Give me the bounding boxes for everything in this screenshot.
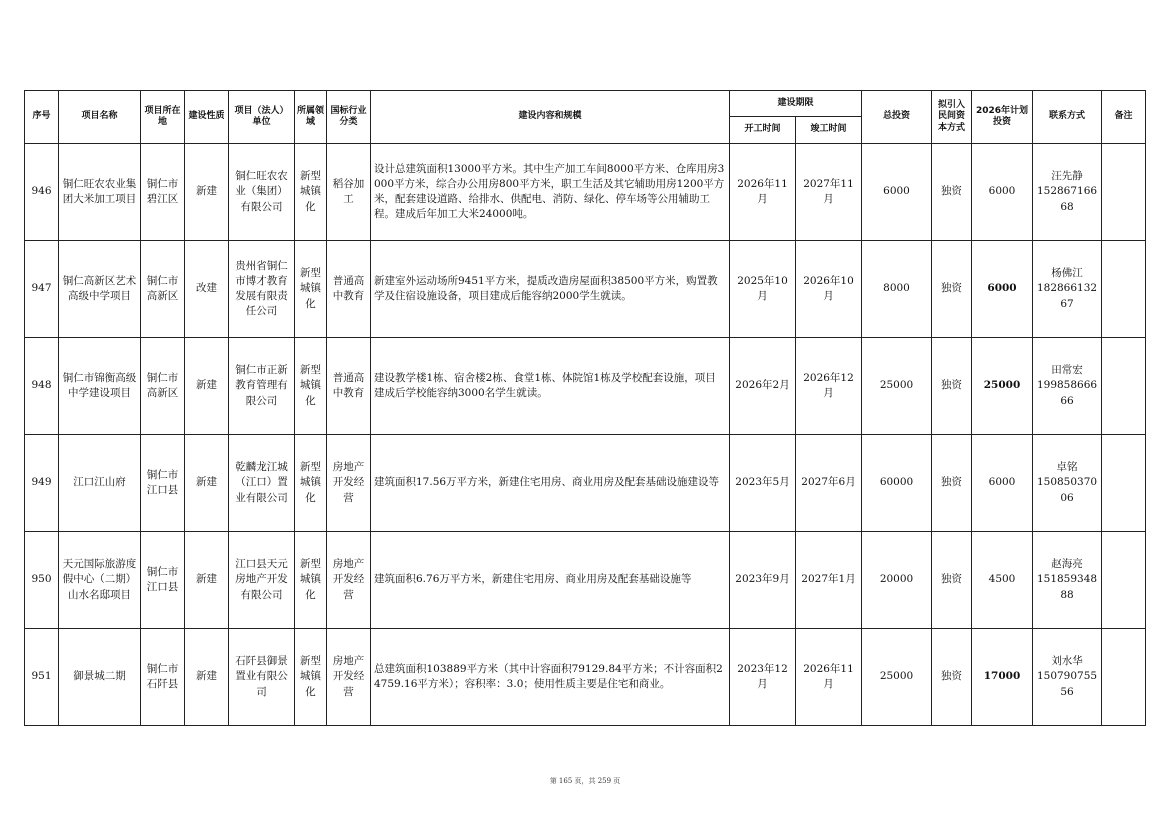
cell-private: 独资 bbox=[932, 435, 972, 532]
header-seq: 序号 bbox=[25, 91, 59, 144]
cell-nature: 新建 bbox=[185, 435, 229, 532]
cell-content: 新建室外运动场所9451平方米，提质改造房屋面积38500平方米，购置教学及住宿设施设备，项目建成后能容纳2000学生就读。 bbox=[371, 241, 730, 338]
cell-private: 独资 bbox=[932, 532, 972, 629]
cell-total: 6000 bbox=[862, 144, 932, 241]
cell-total: 20000 bbox=[862, 532, 932, 629]
cell-contact bbox=[1033, 629, 1102, 726]
cell-industry: 普通高中教育 bbox=[327, 338, 371, 435]
cell-location: 铜仁市碧江区 bbox=[141, 144, 185, 241]
page-footer: 第 165 页，共 259 页 bbox=[549, 777, 621, 785]
cell-contact bbox=[1033, 532, 1102, 629]
cell-industry: 房地产开发经营 bbox=[327, 629, 371, 726]
cell-start: 2023年12月 bbox=[730, 629, 796, 726]
cell-content: 总建筑面积103889平方米（其中计容面积79129.84平方米；不计容面积24759.16平方米）；容积率：3.0；使用性质主要是住宅和商业。 bbox=[371, 629, 730, 726]
table-row bbox=[25, 629, 1146, 726]
table-header bbox=[25, 91, 1146, 144]
cell-location: 铜仁市江口县 bbox=[141, 532, 185, 629]
cell-industry: 稻谷加工 bbox=[327, 144, 371, 241]
contact-name: 赵海亮 bbox=[1051, 558, 1083, 571]
cell-plan: 6000 bbox=[972, 435, 1033, 532]
cell-contact bbox=[1033, 144, 1102, 241]
cell-content: 建筑面积6.76万平方米，新建住宅用房、商业用房及配套基础设施等 bbox=[371, 532, 730, 629]
cell-private: 独资 bbox=[932, 338, 972, 435]
cell-start: 2023年9月 bbox=[730, 532, 796, 629]
contact-phone: 15185934888 bbox=[1036, 573, 1098, 601]
cell-name: 江口江山府 bbox=[59, 435, 141, 532]
cell-end: 2027年11月 bbox=[796, 144, 862, 241]
cell-start: 2023年5月 bbox=[730, 435, 796, 532]
cell-content: 设计总建筑面积13000平方米。其中生产加工车间8000平方米、仓库用房3000平方米，综合办公用房800平方米，职工生活及其它辅助用房1200平方米，配套建设道路、给排水、供配电、消防、绿化、停车场等公用辅助工程。建成后年加工大米24000吨。 bbox=[371, 144, 730, 241]
table-body bbox=[25, 144, 1146, 726]
cell-total: 60000 bbox=[862, 435, 932, 532]
cell-start: 2026年2月 bbox=[730, 338, 796, 435]
cell-end: 2026年10月 bbox=[796, 241, 862, 338]
cell-unit: 石阡县御景置业有限公司 bbox=[229, 629, 295, 726]
cell-name: 铜仁旺农农业集团大米加工项目 bbox=[59, 144, 141, 241]
cell-field: 新型城镇化 bbox=[295, 144, 327, 241]
cell-private: 独资 bbox=[932, 144, 972, 241]
header-content: 建设内容和规模 bbox=[371, 91, 730, 144]
cell-nature: 新建 bbox=[185, 144, 229, 241]
header-total: 总投资 bbox=[862, 91, 932, 144]
table-row bbox=[25, 532, 1146, 629]
header-plan: 2026年计划投资 bbox=[972, 91, 1033, 144]
cell-private: 独资 bbox=[932, 629, 972, 726]
cell-end: 2026年11月 bbox=[796, 629, 862, 726]
cell-end: 2027年1月 bbox=[796, 532, 862, 629]
contact-phone: 19985866666 bbox=[1036, 379, 1098, 407]
contact-name: 卓铭 bbox=[1056, 461, 1078, 474]
contact-name: 杨佛江 bbox=[1051, 267, 1083, 280]
cell-location: 铜仁市石阡县 bbox=[141, 629, 185, 726]
contact-name: 刘水华 bbox=[1051, 655, 1083, 668]
header-start: 开工时间 bbox=[730, 117, 796, 144]
cell-field: 新型城镇化 bbox=[295, 435, 327, 532]
cell-industry: 普通高中教育 bbox=[327, 241, 371, 338]
cell-content: 建设教学楼1栋、宿舍楼2栋、食堂1栋、体院馆1栋及学校配套设施，项目建成后学校能容纳3000名学生就读。 bbox=[371, 338, 730, 435]
cell-name: 铜仁市锦衡高级中学建设项目 bbox=[59, 338, 141, 435]
cell-nature: 新建 bbox=[185, 338, 229, 435]
contact-name: 田常宏 bbox=[1051, 364, 1083, 377]
cell-remark bbox=[1102, 241, 1146, 338]
cell-remark bbox=[1102, 629, 1146, 726]
cell-field: 新型城镇化 bbox=[295, 532, 327, 629]
cell-field: 新型城镇化 bbox=[295, 629, 327, 726]
cell-industry: 房地产开发经营 bbox=[327, 532, 371, 629]
cell-seq: 950 bbox=[25, 532, 59, 629]
cell-unit: 铜仁市正新教育管理有限公司 bbox=[229, 338, 295, 435]
cell-plan: 6000 bbox=[972, 144, 1033, 241]
cell-end: 2026年12月 bbox=[796, 338, 862, 435]
cell-field: 新型城镇化 bbox=[295, 338, 327, 435]
header-name: 项目名称 bbox=[59, 91, 141, 144]
cell-contact bbox=[1033, 241, 1102, 338]
contact-name: 汪先静 bbox=[1051, 170, 1083, 183]
cell-nature: 新建 bbox=[185, 532, 229, 629]
header-unit: 项目（法人）单位 bbox=[229, 91, 295, 144]
cell-nature: 改建 bbox=[185, 241, 229, 338]
header-field: 所属领域 bbox=[295, 91, 327, 144]
table-row bbox=[25, 241, 1146, 338]
cell-total: 25000 bbox=[862, 338, 932, 435]
cell-start: 2026年11月 bbox=[730, 144, 796, 241]
cell-plan: 6000 bbox=[972, 241, 1033, 338]
cell-name: 天元国际旅游度假中心（二期）山水名邸项目 bbox=[59, 532, 141, 629]
contact-phone: 15286716668 bbox=[1036, 185, 1098, 213]
cell-seq: 946 bbox=[25, 144, 59, 241]
cell-location: 铜仁市高新区 bbox=[141, 338, 185, 435]
cell-location: 铜仁市高新区 bbox=[141, 241, 185, 338]
cell-nature: 新建 bbox=[185, 629, 229, 726]
cell-remark bbox=[1102, 144, 1146, 241]
cell-contact bbox=[1033, 435, 1102, 532]
cell-name: 御景城二期 bbox=[59, 629, 141, 726]
cell-seq: 951 bbox=[25, 629, 59, 726]
cell-seq: 949 bbox=[25, 435, 59, 532]
header-contact: 联系方式 bbox=[1033, 91, 1102, 144]
cell-total: 8000 bbox=[862, 241, 932, 338]
cell-seq: 947 bbox=[25, 241, 59, 338]
cell-remark bbox=[1102, 435, 1146, 532]
cell-total: 25000 bbox=[862, 629, 932, 726]
project-table bbox=[24, 90, 1146, 726]
header-end: 竣工时间 bbox=[796, 117, 862, 144]
contact-phone: 18286613267 bbox=[1036, 282, 1098, 310]
cell-plan: 4500 bbox=[972, 532, 1033, 629]
cell-remark bbox=[1102, 532, 1146, 629]
table-row bbox=[25, 144, 1146, 241]
cell-remark bbox=[1102, 338, 1146, 435]
table-row bbox=[25, 338, 1146, 435]
header-industry: 国标行业分类 bbox=[327, 91, 371, 144]
cell-industry: 房地产开发经营 bbox=[327, 435, 371, 532]
cell-unit: 贵州省铜仁市博才教育发展有限责任公司 bbox=[229, 241, 295, 338]
cell-end: 2027年6月 bbox=[796, 435, 862, 532]
cell-contact bbox=[1033, 338, 1102, 435]
header-private: 拟引入民间资本方式 bbox=[932, 91, 972, 144]
cell-unit: 乾麟龙江城（江口）置业有限公司 bbox=[229, 435, 295, 532]
cell-location: 铜仁市江口县 bbox=[141, 435, 185, 532]
cell-plan: 25000 bbox=[972, 338, 1033, 435]
contact-phone: 15085037006 bbox=[1036, 476, 1098, 504]
cell-field: 新型城镇化 bbox=[295, 241, 327, 338]
cell-start: 2025年10月 bbox=[730, 241, 796, 338]
contact-phone: 15079075556 bbox=[1036, 670, 1098, 698]
header-location: 项目所在地 bbox=[141, 91, 185, 144]
cell-seq: 948 bbox=[25, 338, 59, 435]
table-row bbox=[25, 435, 1146, 532]
cell-name: 铜仁高新区艺术高级中学项目 bbox=[59, 241, 141, 338]
cell-private: 独资 bbox=[932, 241, 972, 338]
header-period: 建设期限 bbox=[730, 91, 862, 117]
cell-plan: 17000 bbox=[972, 629, 1033, 726]
cell-unit: 江口县天元房地产开发有限公司 bbox=[229, 532, 295, 629]
header-nature: 建设性质 bbox=[185, 91, 229, 144]
cell-unit: 铜仁旺农农业（集团）有限公司 bbox=[229, 144, 295, 241]
cell-content: 建筑面积17.56万平方米，新建住宅用房、商业用房及配套基础设施建设等 bbox=[371, 435, 730, 532]
header-remark: 备注 bbox=[1102, 91, 1146, 144]
